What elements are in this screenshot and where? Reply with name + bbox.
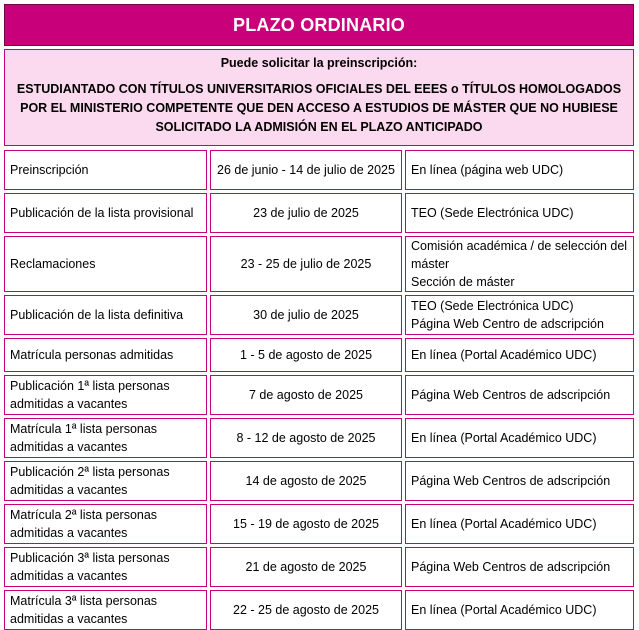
schedule-date-cell: 8 - 12 de agosto de 2025: [210, 418, 402, 458]
schedule-phase-cell: Preinscripción: [4, 150, 207, 190]
schedule-date-cell: 23 de julio de 2025: [210, 193, 402, 233]
schedule-location-cell: En línea (Portal Académico UDC): [405, 338, 634, 372]
schedule-phase-cell: Matrícula personas admitidas: [4, 338, 207, 372]
schedule-location-cell: Página Web Centros de adscripción: [405, 461, 634, 501]
schedule-date-cell: 22 - 25 de agosto de 2025: [210, 590, 402, 630]
schedule-phase-cell: Matrícula 3ª lista personas admitidas a vacantes: [4, 590, 207, 630]
schedule-date-cell: 1 - 5 de agosto de 2025: [210, 338, 402, 372]
schedule-location-cell: Página Web Centros de adscripción: [405, 547, 634, 587]
schedule-location-cell: Comisión académica / de selección del máster Sección de máster: [405, 236, 634, 292]
eligibility-subtitle: Puede solicitar la preinscripción:: [220, 56, 418, 70]
schedule-phase-cell: Publicación 2ª lista personas admitidas a vacantes: [4, 461, 207, 501]
schedule-location-cell: En línea (Portal Académico UDC): [405, 418, 634, 458]
schedule-phase-cell: Publicación de la lista provisional: [4, 193, 207, 233]
page-title: PLAZO ORDINARIO: [4, 4, 634, 46]
schedule-date-cell: 7 de agosto de 2025: [210, 375, 402, 415]
schedule-table: [4, 150, 634, 630]
schedule-date-cell: 15 - 19 de agosto de 2025: [210, 504, 402, 544]
schedule-location-cell: TEO (Sede Electrónica UDC): [405, 193, 634, 233]
schedule-phase-cell: Publicación de la lista definitiva: [4, 295, 207, 335]
schedule-phase-cell: Matrícula 2ª lista personas admitidas a vacantes: [4, 504, 207, 544]
schedule-date-cell: 23 - 25 de julio de 2025: [210, 236, 402, 292]
schedule-location-cell: TEO (Sede Electrónica UDC) Página Web Centro de adscripción: [405, 295, 634, 335]
schedule-phase-cell: Reclamaciones: [4, 236, 207, 292]
schedule-date-cell: 21 de agosto de 2025: [210, 547, 402, 587]
schedule-document: [4, 4, 634, 630]
schedule-phase-cell: Publicación 3ª lista personas admitidas a vacantes: [4, 547, 207, 587]
schedule-location-cell: Página Web Centros de adscripción: [405, 375, 634, 415]
schedule-date-cell: 30 de julio de 2025: [210, 295, 402, 335]
schedule-location-cell: En línea (página web UDC): [405, 150, 634, 190]
eligibility-text: ESTUDIANTADO CON TÍTULOS UNIVERSITARIOS OFICIALES DEL EEES o TÍTULOS HOMOLOGADOS POR EL MINISTERIO COMPETENTE QUE DEN ACCESO A ESTUDIOS DE MÁSTER QUE NO HUBIESE SOLICITADO LA ADMISIÓN EN EL PLAZO ANTICIPADO: [16, 82, 622, 134]
schedule-phase-cell: Matrícula 1ª lista personas admitidas a vacantes: [4, 418, 207, 458]
eligibility-box: [4, 49, 634, 146]
schedule-date-cell: 26 de junio - 14 de julio de 2025: [210, 150, 402, 190]
schedule-location-cell: En línea (Portal Académico UDC): [405, 590, 634, 630]
schedule-date-cell: 14 de agosto de 2025: [210, 461, 402, 501]
schedule-location-cell: En línea (Portal Académico UDC): [405, 504, 634, 544]
schedule-phase-cell: Publicación 1ª lista personas admitidas a vacantes: [4, 375, 207, 415]
